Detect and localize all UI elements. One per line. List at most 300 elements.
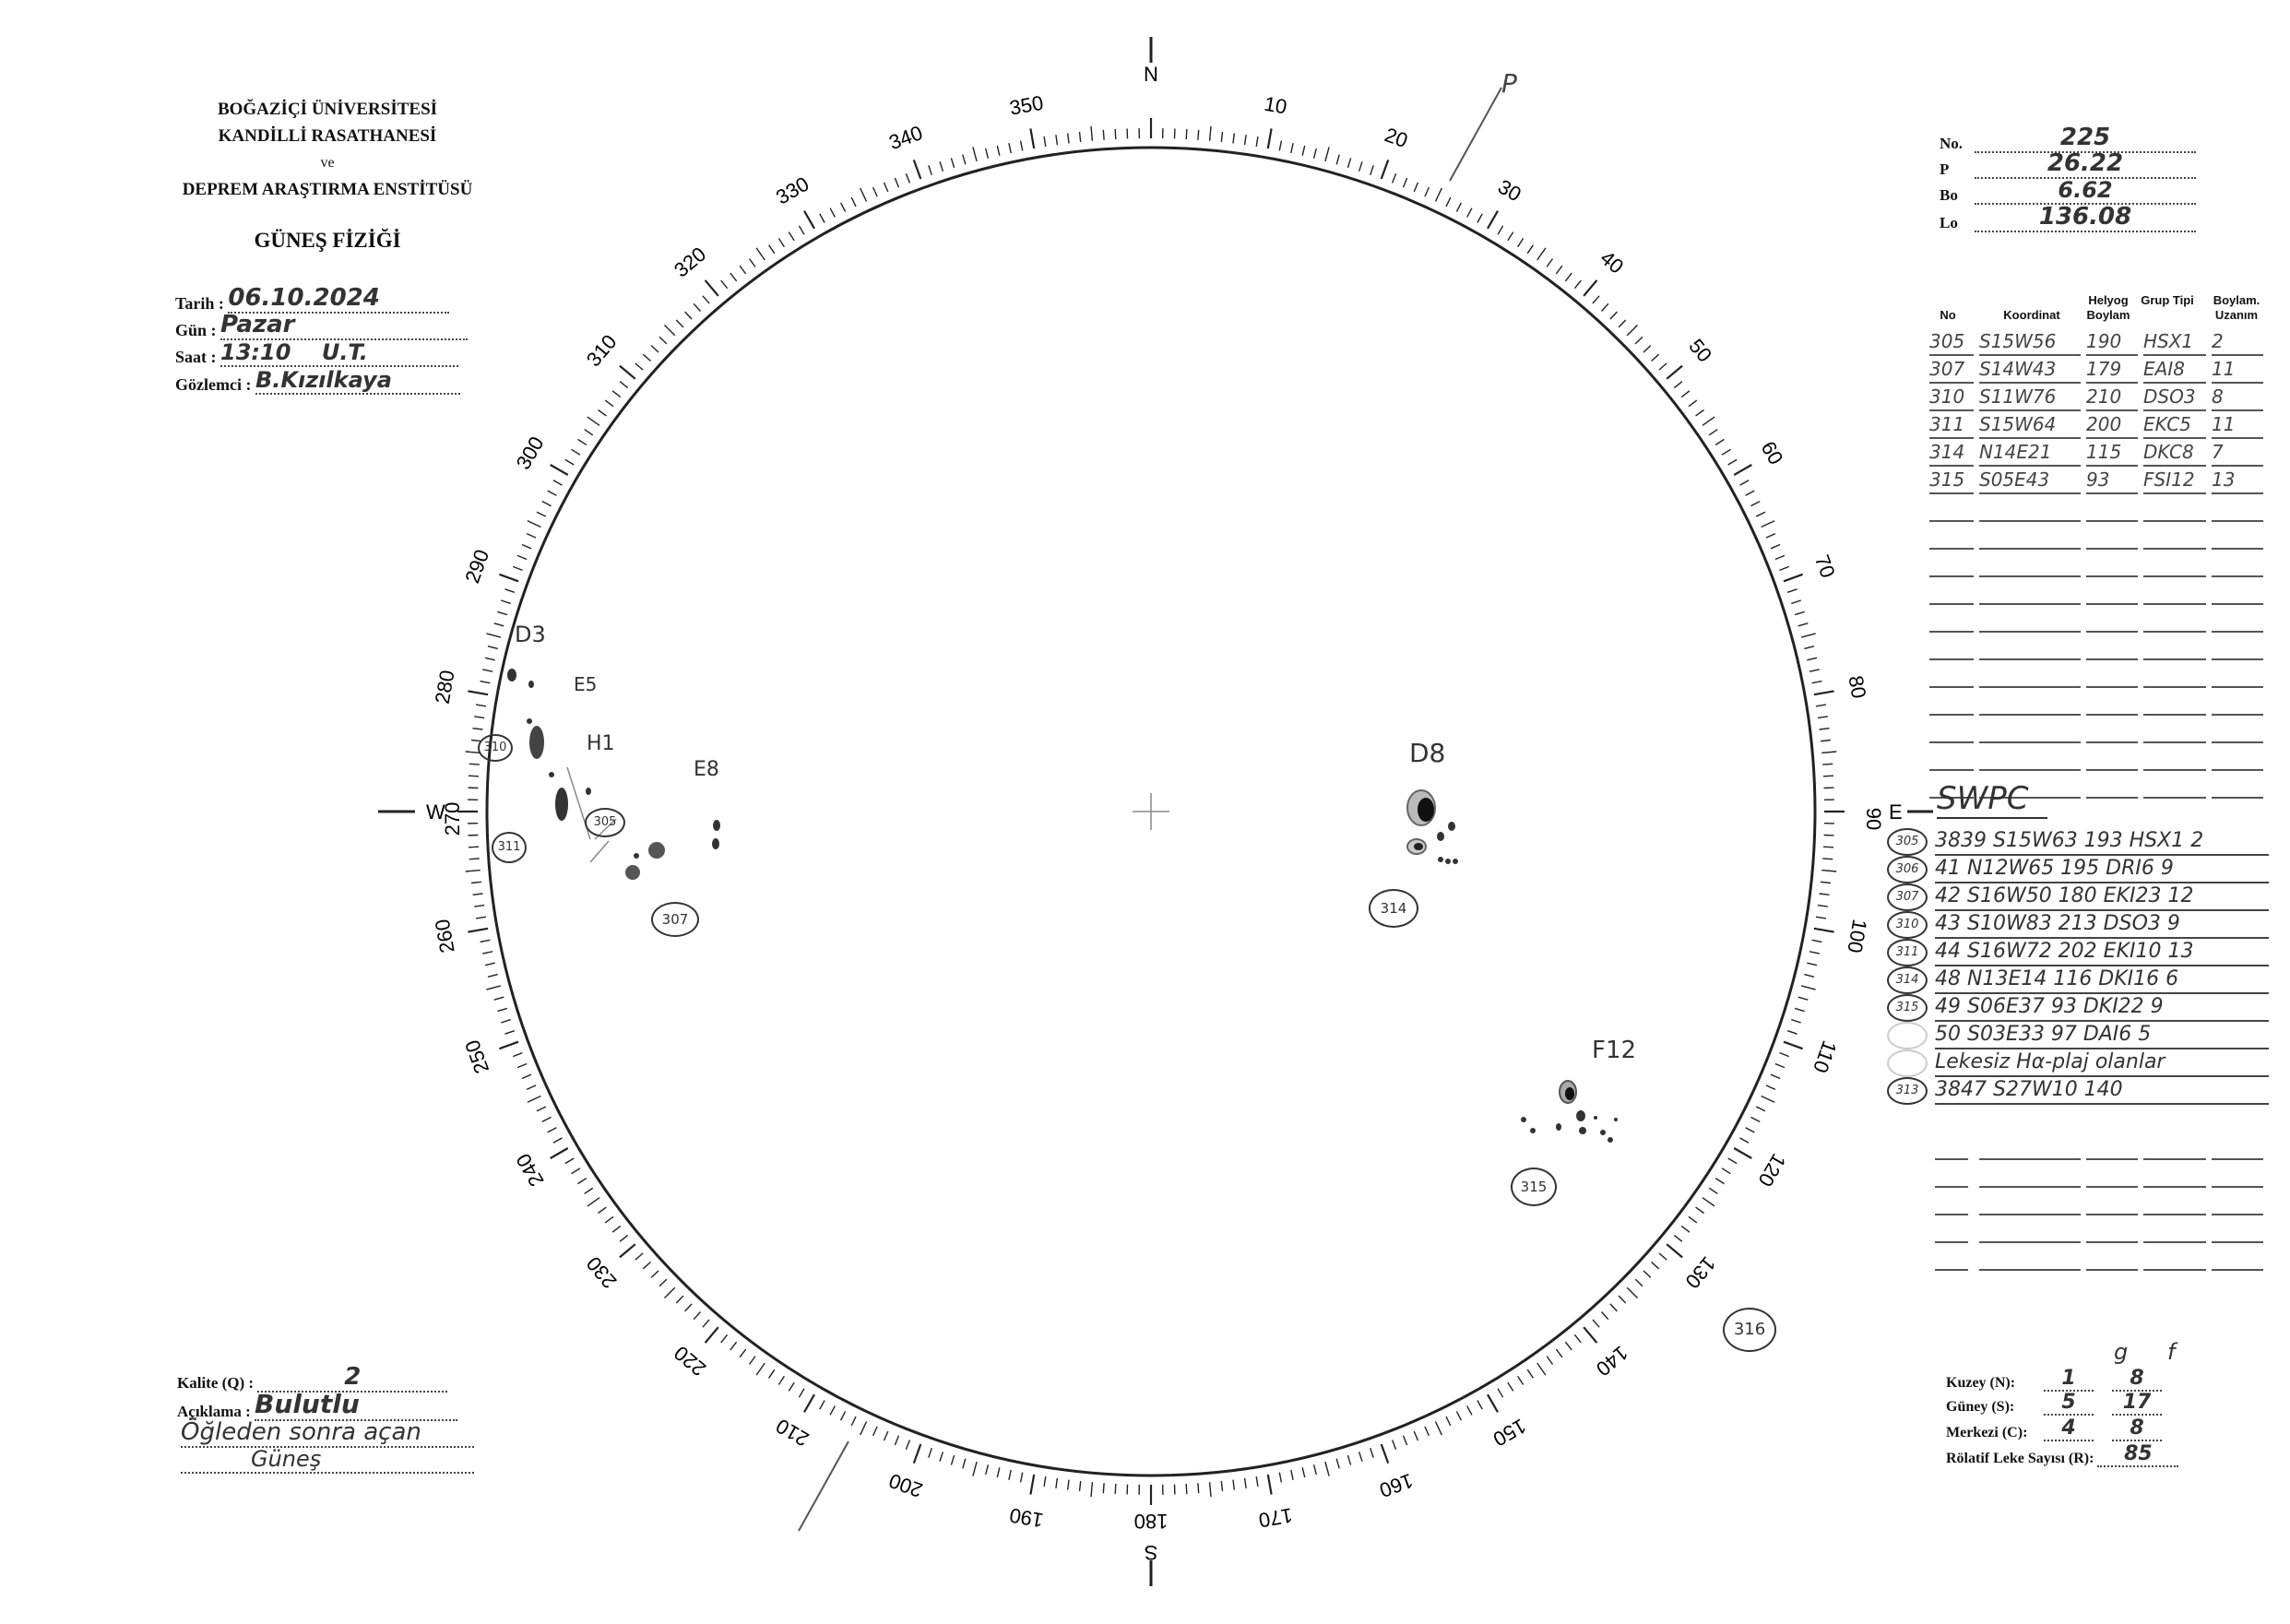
degree-tick [486,634,501,637]
degree-tick [565,1158,575,1164]
degree-tick [740,266,746,274]
degree-tick [1404,178,1407,187]
group-label-d8: D8 [1409,738,1446,768]
degree-tick [1643,346,1651,353]
degree-tick [1382,1444,1389,1464]
table-cell-uzanim[interactable]: 7 [2212,439,2263,467]
swpc-circle: 313 [1887,1077,1928,1105]
degree-tick [1009,143,1011,153]
aciklama-value-2[interactable]: Öğleden sonra açan [181,1418,474,1448]
degree-tick [1245,135,1247,145]
degree-tick [873,1427,878,1436]
degree-tick [471,882,481,883]
degree-tick [1537,248,1546,260]
table-cell-grup[interactable]: EKC5 [2143,411,2206,439]
gun-value[interactable]: Pazar [220,311,468,340]
degree-tick [1436,188,1442,202]
sunspots-f12 [1521,1081,1618,1143]
degree-tick [1674,1235,1682,1241]
gozlemci-value[interactable]: B.Kızılkaya [255,367,460,395]
table-cell-no[interactable]: 310 [1929,384,1974,411]
degree-tick [1818,717,1828,718]
degree-tick [804,1394,814,1412]
degree-tick [914,160,921,179]
group-label-h1: H1 [587,732,615,755]
degree-tick [1556,266,1562,274]
table-cell-grup[interactable]: EAI8 [2143,356,2206,384]
degree-tick [551,1148,568,1158]
table-cell-helyog[interactable]: 179 [2086,356,2138,384]
degree-tick [778,1376,784,1384]
degree-tick [951,1455,954,1465]
degree-tick [1643,1271,1651,1278]
col-header-koordinat: Koordinat [2003,308,2060,322]
degree-tick [694,303,700,311]
degree-tick [685,1304,693,1311]
degree-tick [612,391,621,397]
degree-tick [1279,141,1281,151]
saat-value[interactable]: 13:10 [220,339,291,365]
table-cell-helyog[interactable]: 210 [2086,384,2138,411]
degree-tick [1787,1031,1797,1035]
degree-label: 340 [885,121,926,155]
kuzey-g[interactable]: 1 [2044,1367,2094,1392]
degree-tick [997,146,1000,156]
degree-tick [1709,1188,1717,1193]
degree-tick [599,410,607,416]
table-cell-helyog[interactable]: 115 [2086,439,2138,467]
degree-tick [548,1128,557,1132]
aciklama-value-1[interactable]: Bulutlu [255,1389,457,1421]
degree-tick [1359,1452,1362,1461]
table-cell-uzanim[interactable]: 2 [2212,328,2263,356]
degree-tick [474,717,484,718]
degree-tick [1787,589,1797,593]
degree-label: 270 [440,801,464,836]
table-cell-grup[interactable]: FSI12 [2143,467,2206,494]
degree-tick [513,1053,522,1057]
degree-tick [1715,439,1724,445]
table-cell-no[interactable]: 314 [1929,439,1974,467]
degree-tick [528,521,541,528]
degree-tick [605,1216,613,1223]
degree-tick [481,940,491,942]
degree-tick [1593,296,1599,303]
degree-tick [740,1349,746,1357]
degree-tick [1393,1440,1396,1450]
degree-tick [1807,963,1817,966]
degree-tick [476,917,486,919]
degree-tick [940,1452,943,1461]
swpc-text[interactable]: 48 N13E14 116 DKI16 6 [1935,967,2179,990]
degree-tick [1565,273,1572,281]
degree-tick [1750,502,1760,506]
degree-tick [1681,391,1690,397]
p-axis-top [1450,88,1501,181]
degree-tick [1198,1483,1199,1493]
degree-tick [643,354,650,361]
degree-tick [1659,1253,1667,1260]
swpc-text[interactable]: 3839 S15W63 193 HSX1 2 [1935,829,2204,852]
degree-tick [694,1312,700,1320]
table-cell-helyog[interactable]: 93 [2086,467,2138,494]
degree-tick [820,214,825,223]
degree-tick [468,691,488,694]
degree-label: 220 [670,1341,711,1381]
degree-tick [1801,986,1816,990]
degree-tick [499,1042,518,1049]
swpc-text[interactable]: 44 S16W72 202 EKI10 13 [1935,940,2194,963]
kalite-value[interactable]: 2 [257,1363,447,1393]
degree-tick [1359,161,1362,171]
degree-label: 110 [1809,1037,1842,1076]
degree-tick [1436,1422,1442,1436]
disk-group-305[interactable]: 305 [585,808,625,837]
degree-tick [1414,183,1418,192]
degree-tick [1477,1401,1482,1410]
degree-tick [1812,682,1822,683]
degree-tick [1210,1482,1211,1497]
north-label: N [1144,63,1158,86]
degree-tick [1456,1411,1461,1420]
degree-tick [873,187,878,196]
degree-label: 60 [1756,437,1788,469]
table-cell-koordinat[interactable]: S15W56 [1979,328,2081,356]
degree-tick [1610,1304,1618,1311]
degree-label: 70 [1809,551,1840,581]
group-label-d3: D3 [515,622,546,647]
degree-tick [1091,1482,1092,1497]
degree-tick [1593,1320,1599,1327]
table-cell-koordinat[interactable]: S15W64 [1979,411,2081,439]
degree-tick [963,1459,966,1469]
degree-label: 120 [1753,1149,1791,1191]
degree-label: 230 [581,1251,622,1293]
degree-tick [1791,600,1800,603]
degree-tick [973,147,977,161]
degree-tick [860,188,867,202]
degree-tick [635,1253,643,1260]
col-header-helyog: Helyog Boylam [2086,293,2130,322]
degree-tick [951,158,954,168]
swpc-text[interactable]: 41 N12W65 195 DRI6 9 [1935,857,2174,880]
degree-tick [1518,239,1524,247]
degree-tick [1467,208,1472,218]
degree-tick [1574,280,1581,289]
department-title: GÜNEŞ FİZİĞİ [254,229,401,252]
degree-tick [1602,303,1608,311]
degree-tick [537,1107,546,1111]
degree-tick [1103,130,1104,140]
institution-line-2: KANDİLLİ RASATHANESİ [218,126,437,146]
saat-label: Saat : [175,348,217,366]
degree-tick [1746,1128,1755,1132]
degree-label: 350 [1007,90,1046,120]
degree-label: 50 [1684,334,1717,367]
table-cell-no[interactable]: 305 [1929,328,1974,356]
degree-tick [1547,1357,1552,1365]
degree-tick [1821,752,1836,753]
degree-tick [578,1179,587,1184]
swpc-circle: 314 [1887,966,1928,994]
degree-tick [585,430,593,435]
table-cell-helyog[interactable]: 200 [2086,411,2138,439]
degree-tick [1477,214,1482,223]
swpc-text[interactable]: 43 S10W83 213 DSO3 9 [1935,912,2180,935]
guney-f[interactable]: 17 [2112,1391,2162,1416]
degree-tick [1816,917,1826,919]
degree-tick [789,1382,794,1391]
degree-tick [685,312,693,319]
degree-tick [1325,147,1329,161]
degree-tick [1667,1244,1682,1257]
degree-tick [1703,417,1715,425]
degree-tick [1518,1376,1524,1384]
degree-tick [1279,1473,1281,1483]
col-header-uzanim: Boylam. Uzanım [2213,293,2260,322]
degree-tick [643,1262,650,1269]
degree-tick [620,366,635,379]
degree-tick [1809,670,1820,671]
table-cell-grup[interactable]: DKC8 [2143,439,2206,467]
kuzey-f[interactable]: 8 [2112,1367,2162,1392]
degree-tick [906,173,909,183]
degree-tick [572,1168,580,1174]
table-cell-grup[interactable]: HSX1 [2143,328,2206,356]
kuzey-label: Kuzey (N): [1946,1375,2016,1391]
gun-label: Gün : [175,321,217,339]
degree-tick [1233,1480,1234,1490]
degree-tick [612,1226,621,1232]
sunspots-west [507,669,720,880]
table-cell-koordinat[interactable]: S14W43 [1979,356,2081,384]
degree-tick [1527,1369,1533,1378]
degree-tick [1674,382,1682,388]
rolatif-value[interactable]: 85 [2097,1442,2178,1467]
p-value[interactable]: 26.22 [1975,149,2196,179]
degree-tick [501,600,510,603]
table-cell-uzanim[interactable]: 13 [2212,467,2263,494]
degree-tick [1268,128,1272,148]
degree-tick [659,337,667,344]
swpc-text[interactable]: 50 S03E33 97 DAI6 5 [1935,1023,2152,1046]
degree-tick [1030,128,1034,148]
degree-tick [469,764,480,765]
merkezi-f[interactable]: 8 [2112,1417,2162,1441]
group-label-f12: F12 [1592,1037,1637,1064]
degree-tick [1210,126,1211,141]
degree-tick [494,997,504,1000]
table-cell-uzanim[interactable]: 8 [2212,384,2263,411]
degree-label: 130 [1680,1251,1721,1293]
table-cell-no[interactable]: 315 [1929,467,1974,494]
degree-tick [587,417,599,425]
table-cell-koordinat[interactable]: N14E21 [1979,439,2081,467]
degree-tick [1775,1064,1785,1068]
degree-tick [1021,141,1023,151]
kuzey-row [1946,1367,2162,1392]
bo-value[interactable]: 6.62 [1975,177,2196,205]
degree-tick [730,1342,737,1350]
degree-tick [1256,1476,1258,1487]
merkezi-label: Merkezi (C): [1946,1425,2028,1440]
p-axis-bottom [799,1441,848,1531]
degree-tick [1635,337,1643,344]
swpc-text[interactable]: 49 S06E37 93 DKI22 9 [1935,995,2164,1018]
guney-row [1946,1391,2162,1416]
degree-label: 320 [670,242,711,282]
swpc-text[interactable]: Lekesiz Hα-plaj olanlar [1935,1050,2165,1073]
degree-tick [756,1363,765,1375]
degree-tick [1804,975,1814,978]
degree-tick [1814,929,1834,932]
table-cell-no[interactable]: 311 [1929,411,1974,439]
aciklama-value-3[interactable]: Güneş [181,1446,474,1474]
degree-tick [1746,491,1755,495]
institution-line-3: ve [320,155,335,171]
lo-value[interactable]: 136.08 [1975,203,2196,232]
degree-tick [1820,894,1830,895]
degree-tick [1627,1287,1637,1298]
degree-tick [1382,160,1389,179]
degree-tick [527,534,536,539]
degree-tick [499,575,518,582]
degree-tick [474,906,484,907]
swpc-text[interactable]: 3847 S27W10 140 [1935,1078,2123,1101]
table-cell-uzanim[interactable]: 11 [2212,356,2263,384]
degree-tick [1325,1462,1329,1476]
degree-tick [1547,259,1552,267]
degree-tick [830,1406,835,1416]
degree-tick [1822,764,1833,765]
disk-group-315[interactable]: 315 [1511,1168,1557,1206]
degree-tick [1302,146,1305,156]
swpc-circle: 307 [1887,883,1928,911]
degree-tick [1766,1085,1775,1090]
degree-label: 150 [1489,1414,1530,1452]
degree-tick [1245,1478,1247,1488]
disk-group-316[interactable]: 316 [1723,1308,1776,1352]
degree-tick [986,1464,989,1475]
table-cell-grup[interactable]: DSO3 [2143,384,2206,411]
degree-tick [1527,245,1533,254]
table-cell-helyog[interactable]: 190 [2086,328,2138,356]
degree-tick [651,346,659,353]
merkezi-g[interactable]: 4 [2044,1417,2094,1441]
degree-tick [1728,459,1738,465]
tarih-value[interactable]: 06.10.2024 [228,284,449,314]
degree-tick [1740,480,1750,485]
degree-label: 330 [772,172,813,209]
degree-tick [1728,1158,1738,1164]
degree-tick [504,1031,514,1035]
degree-tick [906,1440,909,1450]
degree-tick [841,1411,846,1420]
degree-tick [1030,1475,1034,1495]
table-cell-uzanim[interactable]: 11 [2212,411,2263,439]
south-label: S [1144,1541,1158,1564]
degree-tick [522,1074,531,1078]
degree-tick [1619,1296,1626,1303]
degree-tick [1370,1448,1374,1457]
degree-tick [565,459,575,465]
degree-tick [635,363,643,370]
degree-tick [651,1271,659,1278]
disk-group-307[interactable]: 307 [651,902,699,937]
tarih-label: Tarih : [175,294,224,313]
disk-group-310[interactable]: 310 [478,734,513,762]
degree-tick [542,1117,552,1121]
degree-tick [1750,1117,1760,1121]
degree-tick [1734,465,1751,475]
disk-group-314[interactable]: 314 [1369,889,1418,928]
degree-tick [1814,691,1834,694]
degree-tick [572,449,580,455]
degree-tick [1798,623,1809,626]
degree-tick [1498,1389,1503,1398]
swpc-text[interactable]: 42 S16W50 180 EKI23 12 [1935,884,2194,907]
degree-tick [1103,1483,1104,1493]
degree-tick [620,382,628,388]
degree-tick [1009,1470,1011,1480]
degree-tick [659,1279,667,1286]
table-cell-no[interactable]: 307 [1929,356,1974,384]
degree-tick [778,239,784,247]
degree-tick [1771,1074,1780,1078]
degree-label: 240 [511,1149,549,1191]
swpc-title: SWPC [1937,780,2047,819]
degree-tick [1818,906,1828,907]
degree-tick [513,566,522,570]
degree-tick [676,320,683,327]
degree-tick [860,1422,867,1436]
kalite-label: Kalite (Q) : [177,1374,255,1392]
degree-tick [1762,1096,1775,1103]
degree-tick [1804,646,1814,649]
degree-tick [1610,312,1618,319]
degree-tick [1056,1478,1058,1488]
guney-g[interactable]: 5 [2044,1391,2094,1416]
degree-tick [486,986,501,990]
degree-tick [1347,1455,1350,1465]
table-cell-koordinat[interactable]: S05E43 [1979,467,2081,494]
rolatif-label: Rölatif Leke Sayısı (R): [1946,1451,2094,1466]
degree-tick [1446,1417,1451,1426]
table-cell-koordinat[interactable]: S11W76 [1979,384,2081,411]
degree-tick [1115,129,1116,139]
no-value[interactable]: 225 [1975,124,2196,153]
degree-tick [799,226,804,235]
degree-tick [769,245,775,254]
degree-tick [1798,997,1809,1000]
degree-label: 170 [1256,1503,1295,1533]
degree-tick [721,280,728,289]
group-label-e5: E5 [574,673,598,695]
degree-tick [488,646,498,649]
swpc-circle: 306 [1887,856,1928,883]
group-label-e8: E8 [694,758,719,781]
sunspots-d8 [1407,790,1458,864]
degree-tick [1635,1279,1643,1286]
degree-tick [578,439,587,445]
degree-tick [929,165,932,174]
disk-group-311[interactable]: 311 [492,832,527,863]
degree-label: 10 [1262,91,1289,119]
degree-tick [1221,132,1222,142]
saat-unit: U.T. [321,339,368,365]
degree-tick [517,555,527,559]
degree-label: 160 [1376,1468,1417,1502]
